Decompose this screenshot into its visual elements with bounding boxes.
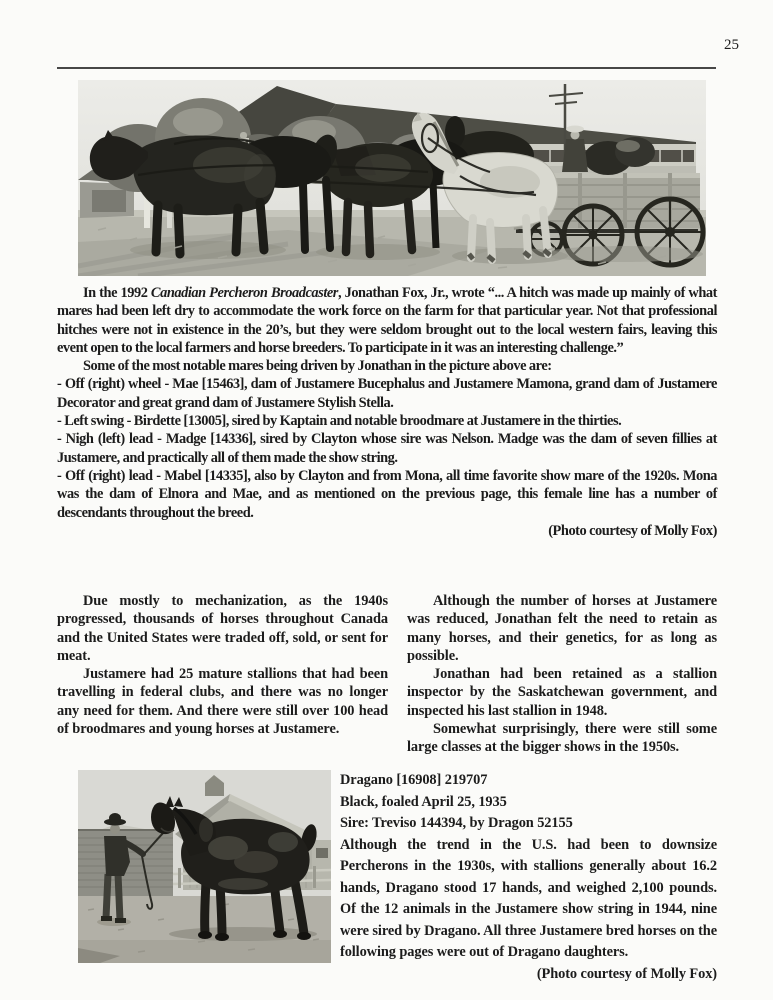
mare-item-off-wheel: - Off (right) wheel - Mae [15463], dam of Justamere Bucephalus and Justamere Mamona, grand dam of Justamere Decorator and great grand dam of Justamere Stylish Stella.: [57, 376, 717, 411]
dragano-foaled-line: Black, foaled April 25, 1935: [340, 793, 507, 810]
right-column: [407, 592, 717, 757]
right-col-paragraph-1: Although the number of horses at Justamere was reduced, Jonathan felt the need to retain as many horses, and their genetics, for as long as possible.: [407, 593, 717, 664]
right-col-paragraph-2: Jonathan had been retained as a stallion inspector by the Saskatchewan government, and inspected his last stallion in 1948.: [407, 666, 717, 719]
intro-after: , Jonathan Fox, Jr., wrote “... A hitch was made up mainly of what mares had been left dry to accommodate the work force on the farm for that particular year. Not that professional hitches were not in existence in the 20’s, but they were seldom brought out to the local western fairs, leaving this event open to the local farmers and horse breeders. To participate in it was an interesting challenge.”: [57, 285, 717, 356]
dragano-caption-block: [340, 770, 717, 985]
dragano-body-paragraph: Although the trend in the U.S. had been to downsize Percherons in the 1930s, with stallions generally about 16.2 hands, Dragano stood 17 hands, and weighed 2,100 pounds. Of the 12 animals in the Justamere show string in 1944, nine were sired by Dragano. All three Justamere bred horses on the following pages were out of Dragano daughters.: [340, 836, 717, 960]
intro-paragraph: [57, 284, 717, 357]
intro-before: In the 1992: [83, 285, 151, 301]
dragano-sire-line: Sire: Treviso 144394, by Dragon 52155: [340, 815, 573, 831]
left-col-paragraph-2: Justamere had 25 mature stallions that had been travelling in federal clubs, and there was no longer any need for them. And there were still over 100 head of broodmares and young horses at Justamere.: [57, 666, 388, 738]
page-number: 25: [724, 37, 739, 53]
hitch-photo-credit: (Photo courtesy of Molly Fox): [548, 522, 717, 539]
header-rule: [57, 67, 716, 69]
hitch-photo: [78, 80, 706, 276]
dragano-photo-credit: (Photo courtesy of Molly Fox): [536, 965, 717, 982]
dragano-photo: [78, 770, 331, 963]
publication-title: Canadian Percheron Broadcaster: [150, 285, 338, 301]
left-column: [57, 592, 388, 757]
dragano-name-line: Dragano [16908] 219707: [340, 772, 488, 788]
mare-item-left-swing: - Left swing - Birdette [13005], sired by Kaptain and notable broodmare at Justamere in the thirties.: [57, 413, 622, 430]
mare-item-nigh-lead: - Nigh (left) lead - Madge [14336], sired by Clayton whose sire was Nelson. Madge was the dam of seven fillies at Justamere, and practically all of them made the show string.: [57, 431, 717, 466]
two-column-section: [57, 592, 717, 757]
intro-and-mares-section: [57, 284, 717, 540]
dragano-photo-art: [78, 770, 331, 963]
hitch-photo-art: [78, 80, 706, 276]
mares-intro: Some of the most notable mares being driven by Jonathan in the picture above are:: [83, 358, 552, 375]
right-col-paragraph-3: Somewhat surprisingly, there were still some large classes at the bigger shows in the 1950s.: [407, 721, 717, 756]
left-col-paragraph-1: Due mostly to mechanization, as the 1940s progressed, thousands of horses throughout Canada and the United States were traded off, sold, or sent for meat.: [57, 593, 388, 664]
mare-item-off-lead: - Off (right) lead - Mabel [14335], also by Clayton and from Mona, all time favorite show mare of the 1920s. Mona was the dam of Elnora and Mae, and as mentioned on the previous page, this female line has a number of descendants throughout the breed.: [57, 467, 717, 521]
